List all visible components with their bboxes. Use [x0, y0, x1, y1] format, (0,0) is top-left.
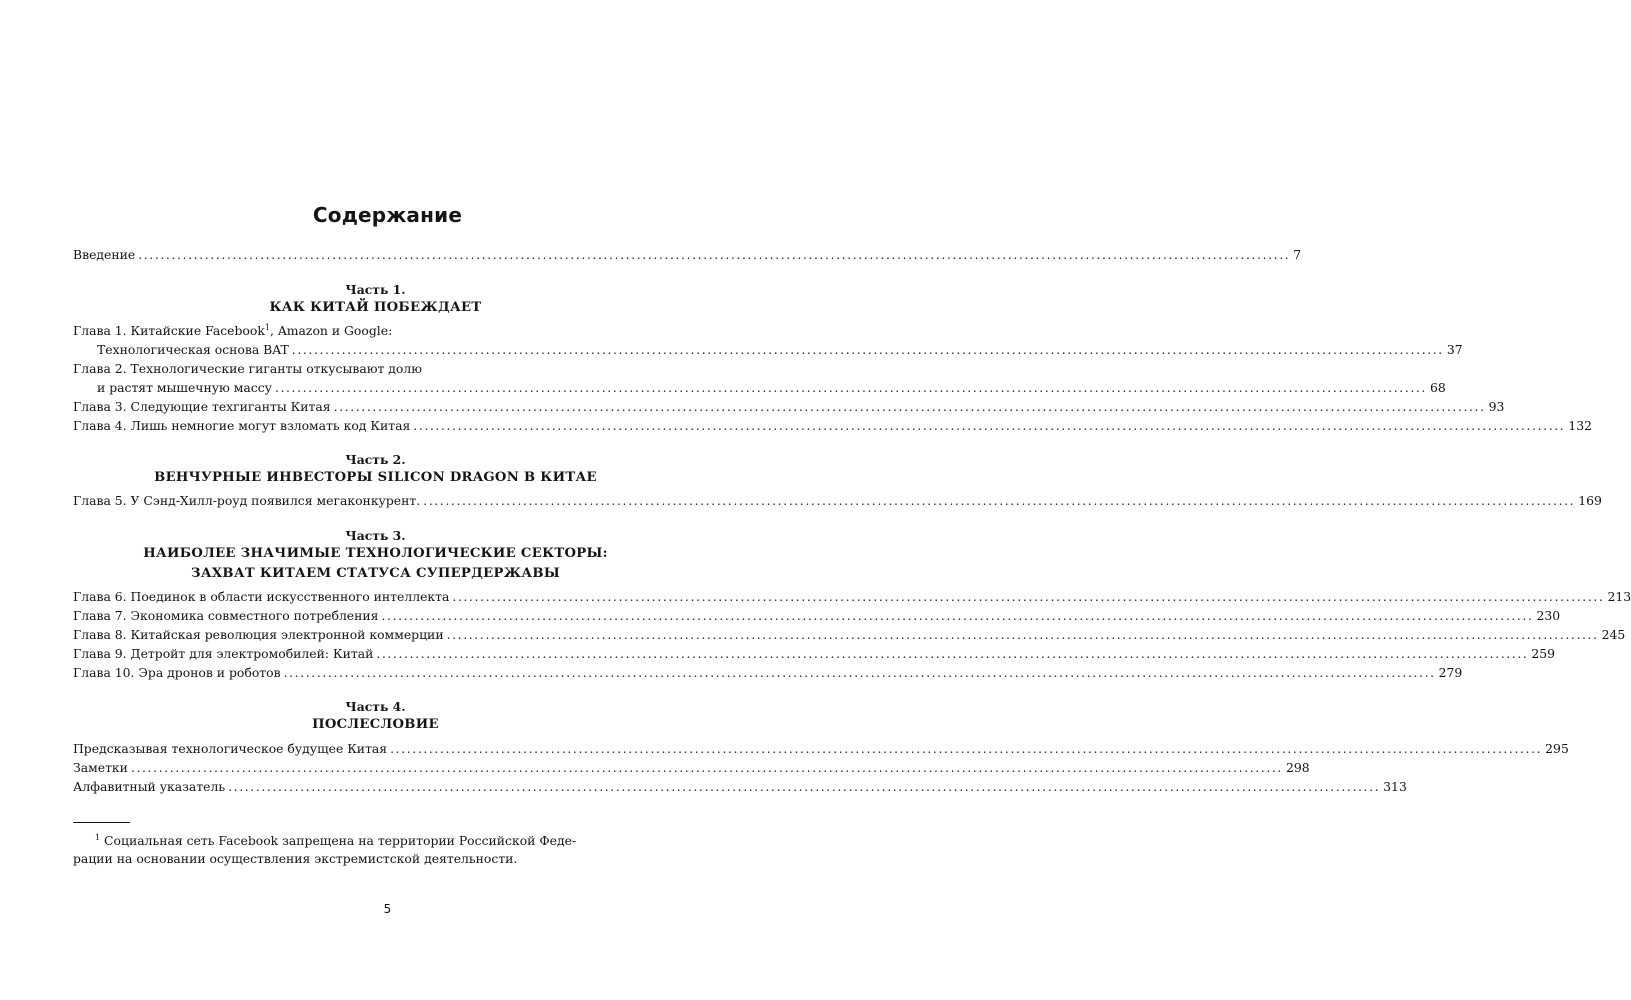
footnote-divider [73, 822, 130, 823]
dot-leader: ................................................................................................................................................................................................................ [413, 418, 1566, 433]
toc-entry-title: Глава 9. Детройт для электромобилей: Китай [73, 646, 374, 661]
dot-leader: ................................................................................................................................................................................................................ [291, 342, 1444, 357]
footnote-ref[interactable]: 1 [264, 322, 270, 332]
ch1-title-b: , Amazon и Google: [269, 323, 393, 338]
toc-entry-page: 230 [1536, 608, 1561, 623]
ch1-title-a: Глава 1. Китайские Facebook [73, 323, 265, 338]
page-title: Содержание [312, 203, 463, 227]
toc-entry-ch1[interactable] [73, 341, 1463, 358]
toc-entry-ch5[interactable] [73, 492, 1602, 509]
dot-leader: ................................................................................................................................................................................................................ [283, 665, 1436, 680]
toc-entry-title: Глава 10. Эра дронов и роботов [73, 665, 281, 680]
toc-entry-page: 37 [1446, 342, 1463, 357]
dot-leader: ................................................................................................................................................................................................................ [376, 646, 1529, 661]
footnote-line-1 [73, 832, 678, 850]
toc-entry-notes[interactable] [73, 759, 1310, 776]
toc-entry-page: 213 [1607, 589, 1631, 604]
toc-entry-title: Глава 7. Экономика совместного потребления [73, 608, 379, 623]
toc-entry-ch6[interactable] [73, 588, 1631, 605]
footnote-text-1: Социальная сеть Facebook запрещена на территории Российской Феде- [100, 833, 577, 848]
toc-entry-ch10[interactable] [73, 664, 1463, 681]
footnote-text-2: рации на основании осуществления экстремистской деятельности. [73, 851, 518, 866]
toc-entry-ch9[interactable] [73, 645, 1556, 662]
toc-entry-title: Предсказывая технологическое будущее Китая [73, 741, 388, 756]
toc-entry-page: 298 [1285, 760, 1310, 775]
toc-entry-page: 169 [1578, 493, 1602, 508]
toc-entry-page: 93 [1488, 399, 1505, 414]
toc-entry-title: Глава 5. У Сэнд-Хилл-роуд появился мегаконкурент. [73, 493, 421, 508]
toc-entry-title: Глава 4. Лишь немногие могут взломать код Китая [73, 418, 411, 433]
toc-entry-ch4[interactable] [73, 417, 1592, 434]
toc-entry-intro[interactable] [73, 246, 1302, 263]
toc-entry-ch3[interactable] [73, 398, 1505, 415]
toc-entry-ch2-line1: Глава 2. Технологические гиганты откусывают долю [73, 361, 423, 376]
part-3-title-line1: НАИБОЛЕЕ ЗНАЧИМЫЕ ТЕХНОЛОГИЧЕСКИЕ СЕКТОРЫ: [143, 546, 608, 561]
part-2-number: Часть 2. [345, 452, 406, 467]
dot-leader: ................................................................................................................................................................................................................ [381, 608, 1534, 623]
toc-entry-page: 7 [1293, 247, 1302, 262]
toc-entry-title: Введение [73, 247, 136, 262]
toc-entry-ch7[interactable] [73, 607, 1561, 624]
toc-entry-title: Заметки [73, 760, 128, 775]
toc-entry-afterword-1[interactable] [73, 740, 1569, 757]
toc-entry-title: Глава 3. Следующие техгиганты Китая [73, 399, 331, 414]
toc-entry-page: 68 [1429, 380, 1446, 395]
toc-entry-page: 245 [1601, 627, 1626, 642]
dot-leader: ................................................................................................................................................................................................................ [274, 380, 1427, 395]
toc-entry-title: Глава 8. Китайская революция электронной коммерции [73, 627, 444, 642]
dot-leader: ................................................................................................................................................................................................................ [333, 399, 1486, 414]
toc-entry-ch2[interactable] [73, 379, 1446, 396]
toc-entry-page: 295 [1545, 741, 1569, 756]
toc-entry-title: Технологическая основа BAT [97, 342, 289, 357]
toc-entry-title: Глава 6. Поединок в области искусственного интеллекта [73, 589, 450, 604]
dot-leader: ................................................................................................................................................................................................................ [452, 589, 1605, 604]
part-4-title: ПОСЛЕСЛОВИЕ [312, 717, 439, 732]
toc-entry-title: и растят мышечную массу [97, 380, 272, 395]
dot-leader: ................................................................................................................................................................................................................ [423, 493, 1576, 508]
dot-leader: ................................................................................................................................................................................................................ [390, 741, 1543, 756]
dot-leader: ................................................................................................................................................................................................................ [228, 779, 1381, 794]
toc-entry-ch1-line1 [73, 322, 678, 339]
part-1-number: Часть 1. [345, 282, 406, 297]
part-3-number: Часть 3. [345, 528, 406, 543]
footnote-marker: 1 [95, 832, 101, 842]
dot-leader: ................................................................................................................................................................................................................ [138, 247, 1291, 262]
part-4-number: Часть 4. [345, 699, 406, 714]
toc-entry-page: 132 [1568, 418, 1592, 433]
part-1-title: КАК КИТАЙ ПОБЕЖДАЕТ [269, 300, 482, 315]
page-number: 5 [383, 902, 392, 916]
part-3-title-line2: ЗАХВАТ КИТАЕМ СТАТУСА СУПЕРДЕРЖАВЫ [191, 566, 560, 581]
toc-entry-ch8[interactable] [73, 626, 1626, 643]
part-2-title: ВЕНЧУРНЫЕ ИНВЕСТОРЫ SILICON DRAGON В КИТАЕ [154, 470, 597, 485]
dot-leader: ................................................................................................................................................................................................................ [446, 627, 1599, 642]
dot-leader: ................................................................................................................................................................................................................ [130, 760, 1283, 775]
toc-entry-page: 259 [1531, 646, 1556, 661]
toc-entry-index[interactable] [73, 778, 1407, 795]
toc-entry-page: 313 [1383, 779, 1407, 794]
footnote [73, 832, 678, 868]
toc-entry-title: Алфавитный указатель [73, 779, 226, 794]
toc-entry-page: 279 [1438, 665, 1463, 680]
